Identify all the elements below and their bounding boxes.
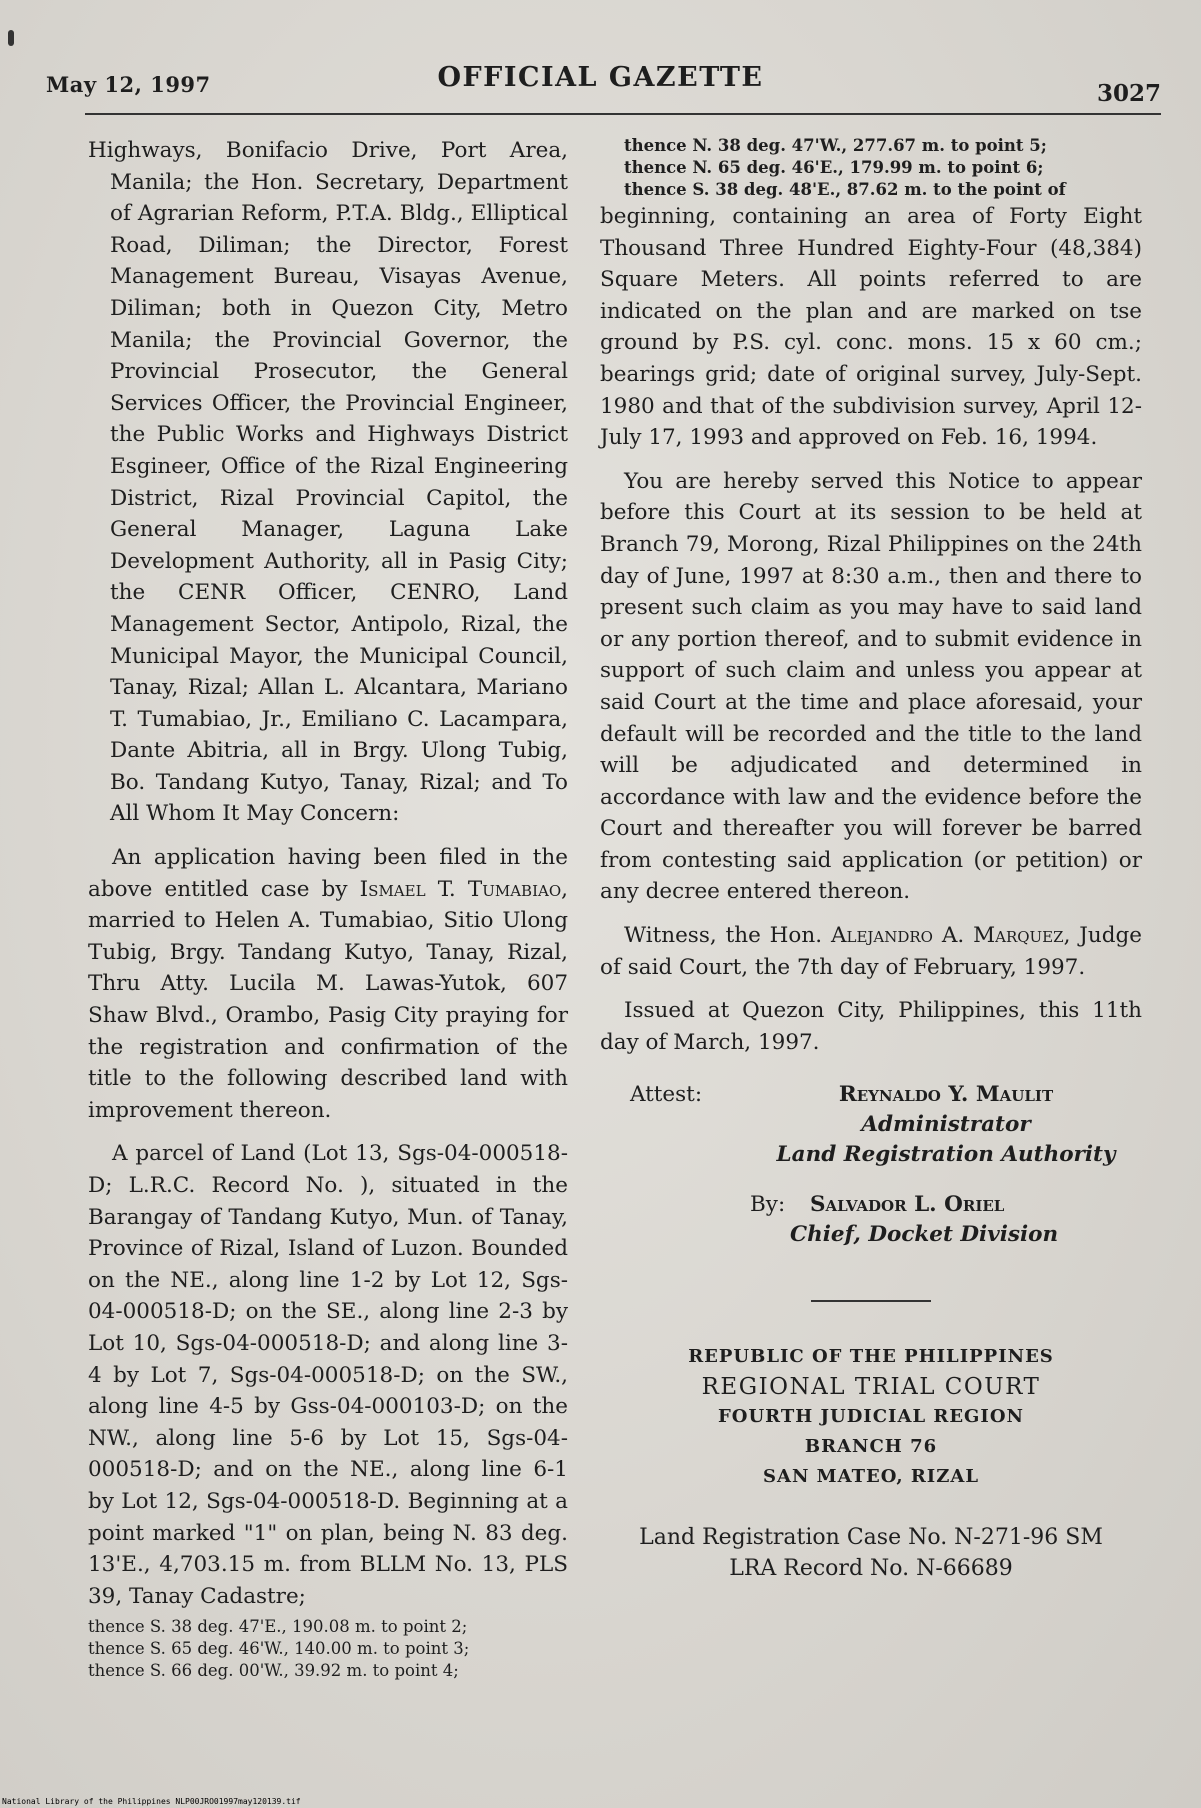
witness-paragraph xyxy=(600,920,1142,983)
record-number: LRA Record No. N-66689 xyxy=(729,1556,1013,1582)
court-heading xyxy=(600,1342,1142,1492)
page-header xyxy=(40,62,1161,112)
parcel-paragraph: A parcel of Land (Lot 13, Sgs-04-000518-D; L.R.C. Record No. ), situated in the Barangay of Tandang Kutyo, Mun. of Tanay, Province of Rizal, Island of Luzon. Bounded on the NE., along line 1-2 by Lot 12, Sgs-04-000518-D; on the SE., along line 2-3 by Lot 10, Sgs-04-000518-D; and along line 3-4 by Lot 7, Sgs-04-000518-D; on the SW., along line 4-5 by Gss-04-000103-D; on the NW., along line 5-6 by Lot 15, Sgs-04-000518-D; and on the NE., along line 6-1 by Lot 12, Sgs-04-000518-D. Beginning at a point marked "1" on plan, being N. 83 deg. 13'E., 4,703.15 m. from BLLM No. 13, PLS 39, Tanay Cadastre; xyxy=(88,1141,568,1609)
header-title: OFFICIAL GAZETTE xyxy=(437,62,764,93)
application-text-b: , married to Helen A. Tumabiao, Sitio Ulong Tubig, Brgy. Tandang Kutyo, Tanay, Rizal, Thru Atty. Lucila M. Lawas-Yutok, 607 Shaw Blvd., Orambo, Pasig City praying for the registration and confirmation of the title to the following described land with improvement thereon. xyxy=(88,876,568,1123)
bearing-line: thence S. 65 deg. 46'W., 140.00 m. to point 3; xyxy=(88,1639,470,1659)
left-column xyxy=(88,135,568,1682)
bearing-line: thence S. 66 deg. 00'W., 39.92 m. to point 4; xyxy=(88,1661,459,1681)
court-line: BRANCH 76 xyxy=(804,1436,938,1458)
attest-block xyxy=(600,1080,1142,1278)
header-rule xyxy=(85,113,1161,115)
by-label: By: xyxy=(750,1192,786,1218)
applicant-name: Ismael T. Tumabiao xyxy=(359,876,562,902)
bearings-list-left xyxy=(88,1616,568,1682)
bearing-line: thence N. 38 deg. 47'W., 277.67 m. to point 5; xyxy=(624,136,1047,155)
scan-mark xyxy=(8,30,14,46)
bearing-line: thence S. 38 deg. 47'E., 190.08 m. to point 2; xyxy=(88,1617,468,1637)
issued-paragraph: Issued at Quezon City, Philippines, this 11th day of March, 1997. xyxy=(600,998,1142,1055)
page-number: 3027 xyxy=(1096,80,1161,107)
section-divider xyxy=(811,1300,931,1302)
witness-text-b: , Judge of said Court, the 7th day of February, 1997. xyxy=(600,923,1142,980)
area-paragraph: beginning, containing an area of Forty Eight Thousand Three Hundred Eighty-Four (48,384) Square Meters. All points referred to are indicated on the plan and are marked on tse ground by P.S. cyl. conc. mons. 15 x 60 cm.; bearings grid; date of original survey, July-Sept. 1980 and that of the subdivision survey, April 12-July 17, 1993 and approved on Feb. 16, 1994. xyxy=(600,204,1142,451)
attest-label: Attest: xyxy=(630,1082,703,1108)
signatory-administrator xyxy=(750,1080,1142,1170)
header-date: May 12, 1997 xyxy=(46,72,211,97)
bearing-line: thence N. 65 deg. 46'E., 179.99 m. to point 6; xyxy=(624,158,1044,177)
notice-paragraph: You are hereby served this Notice to appear before this Court at its session to be held at Branch 79, Morong, Rizal Philippines on the 24th day of June, 1997 at 8:30 a.m., then and there to present such claim as you may have to said land or any portion thereof, and to submit evidence in support of such claim and unless you appear at said Court at the time and place aforesaid, your default will be recorded and the title to the land will be adjudicated and determined in accordance with law and the evidence before the Court and thereafter you will forever be barred from contesting said application (or petition) or any decree entered thereon. xyxy=(600,468,1142,905)
signatory-chief xyxy=(750,1190,1142,1250)
court-line: SAN MATEO, RIZAL xyxy=(762,1466,979,1488)
addressees-paragraph: Highways, Bonifacio Drive, Port Area, Manila; the Hon. Secretary, Department of Agrarian Reform, P.T.A. Bldg., Elliptical Road, Diliman; the Director, Forest Management Bureau, Visayas Avenue, Diliman; both in Quezon City, Metro Manila; the Provincial Governor, the Provincial Prosecutor, the General Services Officer, the Provincial Engineer, the Public Works and Highways District Esgineer, Office of the Rizal Engineering District, Rizal Provincial Capitol, the General Manager, Laguna Lake Development Authority, all in Pasig City; the CENR Officer, CENRO, Land Management Sector, Antipolo, Rizal, the Municipal Mayor, the Municipal Council, Tanay, Rizal; Allan L. Alcantara, Mariano T. Tumabiao, Jr., Emiliano C. Lacampara, Dante Abitria, all in Brgy. Ulong Tubig, Bo. Tandang Kutyo, Tanay, Rizal; and To All Whom It May Concern: xyxy=(88,138,568,827)
signatory-title: Chief, Docket Division xyxy=(790,1222,1059,1248)
application-paragraph xyxy=(88,842,568,1126)
signatory-name: Reynaldo Y. Maulit xyxy=(838,1082,1054,1108)
right-column xyxy=(600,135,1142,1584)
witness-text-a: Witness, the Hon. xyxy=(624,923,831,949)
court-line: FOURTH JUDICIAL REGION xyxy=(718,1406,1024,1428)
court-line: REPUBLIC OF THE PHILIPPINES xyxy=(688,1346,1054,1368)
court-line: REGIONAL TRIAL COURT xyxy=(701,1374,1041,1401)
case-block xyxy=(600,1522,1142,1584)
signatory-org: Land Registration Authority xyxy=(776,1142,1116,1168)
signatory-title: Administrator xyxy=(861,1112,1031,1138)
case-number: Land Registration Case No. N-271-96 SM xyxy=(639,1525,1103,1551)
bearings-list-right xyxy=(600,135,1142,201)
application-text-a: An application having been filed in the above entitled case by xyxy=(88,845,568,902)
judge-name: Alejandro A. Marquez xyxy=(830,923,1064,949)
scan-footer: National Library of the Philippines NLP00JRO01997may120139.tif xyxy=(2,1797,301,1806)
bearing-line: thence S. 38 deg. 48'E., 87.62 m. to the point of xyxy=(624,180,1066,199)
signatory-name: Salvador L. Oriel xyxy=(810,1192,1005,1218)
